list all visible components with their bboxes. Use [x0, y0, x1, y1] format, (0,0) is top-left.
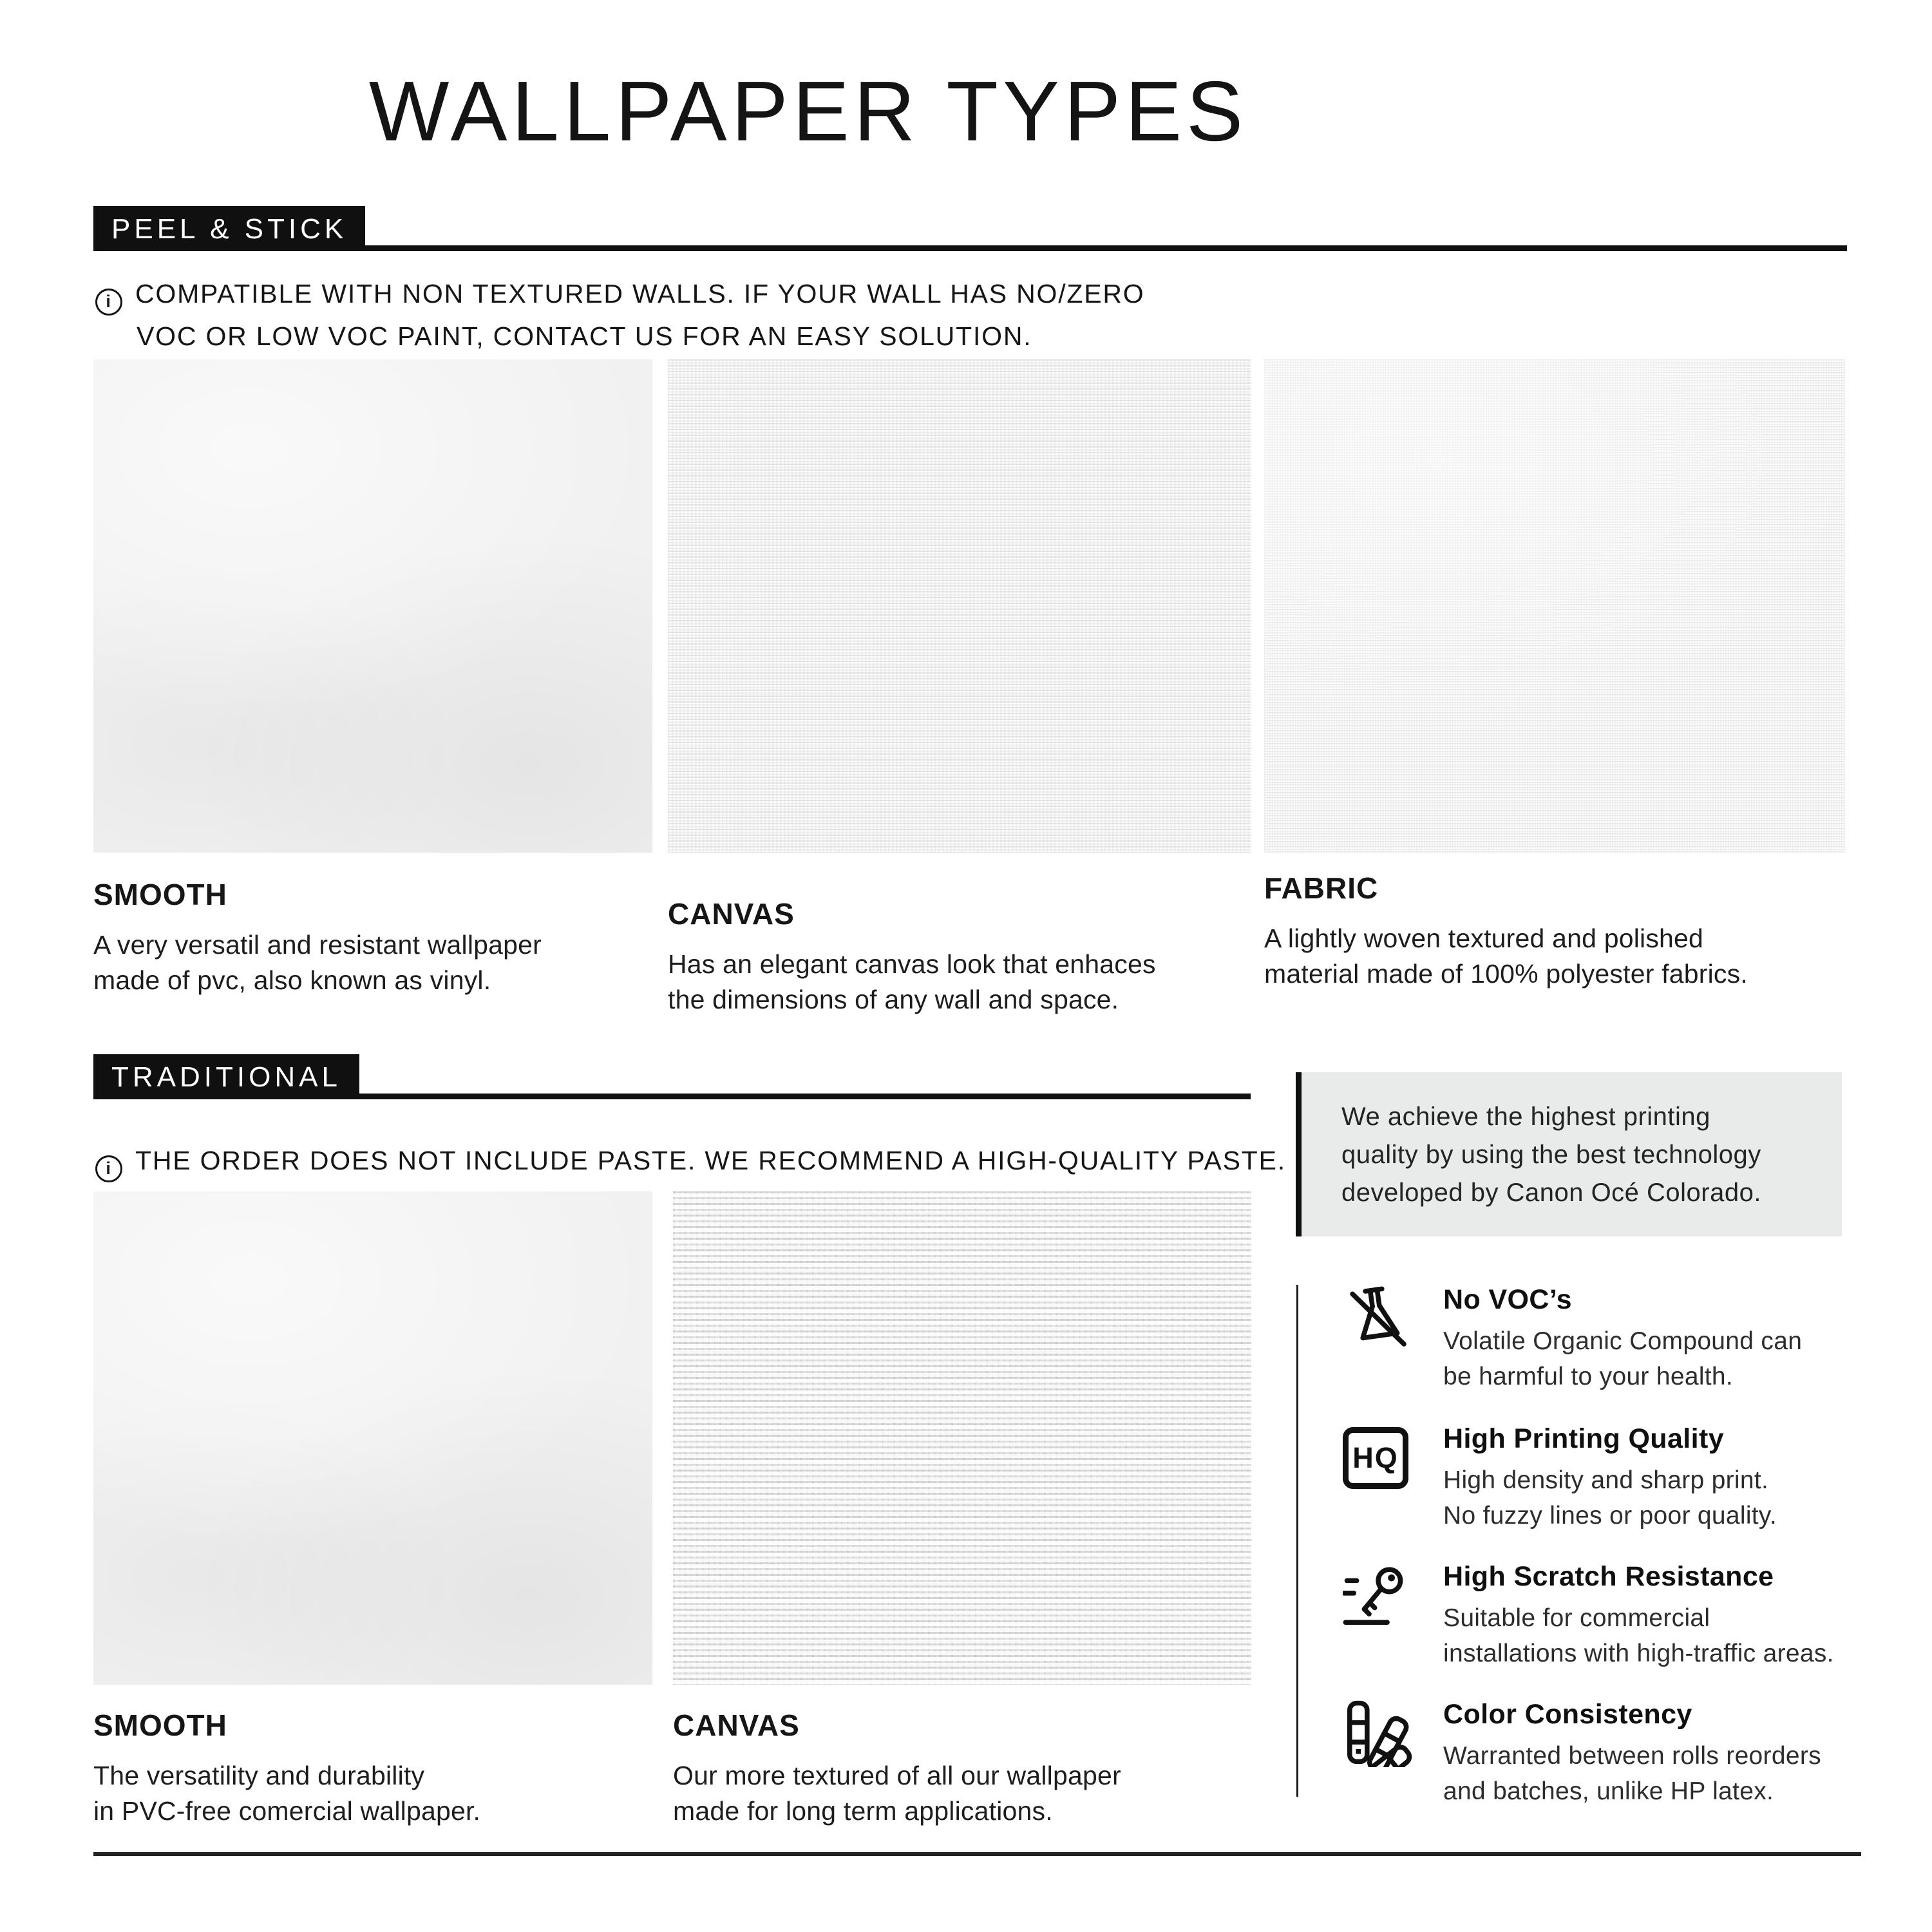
feature-text — [1443, 1560, 1834, 1671]
desc-line: No fuzzy lines or poor quality. — [1443, 1502, 1777, 1530]
feature-title: High Printing Quality — [1443, 1423, 1725, 1454]
feature-no-voc — [1343, 1283, 1871, 1394]
swatch-description — [673, 1758, 1251, 1829]
desc-line: the dimensions of any wall and space. — [668, 985, 1119, 1014]
feature-high-scratch-resistance — [1343, 1560, 1871, 1671]
desc-line: A lightly woven textured and polished — [1264, 923, 1704, 953]
feature-text — [1443, 1422, 1777, 1533]
hq-badge-label: HQ — [1343, 1427, 1408, 1489]
swatch-name: SMOOTH — [93, 1709, 227, 1742]
info-text: THE ORDER DOES NOT INCLUDE PASTE. WE RECOMMEND A HIGH-QUALITY PASTE. — [135, 1146, 1286, 1175]
callout-line: quality by using the best technology — [1341, 1141, 1761, 1169]
feature-title: Color Consistency — [1443, 1699, 1692, 1730]
desc-line: Volatile Organic Compound can — [1443, 1327, 1803, 1355]
desc-line: installations with high-traffic areas. — [1443, 1640, 1834, 1667]
feature-title: High Scratch Resistance — [1443, 1561, 1774, 1592]
swatch-description — [668, 947, 1251, 1018]
section-label-peel-stick: PEEL & STICK — [93, 206, 365, 251]
feature-description — [1443, 1463, 1777, 1533]
desc-line: be harmful to your health. — [1443, 1363, 1734, 1390]
feature-description — [1443, 1323, 1802, 1394]
traditional-info-note — [95, 1140, 1286, 1182]
feature-description — [1443, 1600, 1834, 1671]
desc-line: Warranted between rolls reorders — [1443, 1742, 1821, 1770]
info-line-2 — [95, 316, 1144, 357]
printing-quality-callout — [1296, 1072, 1842, 1236]
feature-text — [1443, 1698, 1821, 1809]
feature-color-consistency — [1343, 1698, 1871, 1809]
caption-smooth-peel-stick — [93, 877, 652, 998]
hq-badge-icon — [1343, 1422, 1412, 1489]
desc-line: and batches, unlike HP latex. — [1443, 1777, 1774, 1805]
desc-line: material made of 100% polyester fabrics. — [1264, 959, 1748, 989]
section-label-traditional: TRADITIONAL — [93, 1054, 359, 1099]
feature-high-printing-quality — [1343, 1422, 1871, 1533]
callout-line: We achieve the highest printing — [1341, 1103, 1710, 1131]
feature-text — [1443, 1283, 1802, 1394]
swatch-image-canvas-traditional — [673, 1191, 1251, 1685]
caption-canvas-traditional — [673, 1708, 1251, 1829]
section-header-peel-stick — [93, 206, 1847, 251]
desc-line: made of pvc, also known as vinyl. — [93, 965, 491, 995]
desc-line: Suitable for commercial — [1443, 1604, 1710, 1632]
swatch-image-fabric-peel-stick — [1264, 359, 1845, 853]
key-scratch-icon — [1343, 1560, 1412, 1633]
sidebar-divider-line — [1296, 1285, 1298, 1797]
caption-canvas-peel-stick — [668, 896, 1251, 1018]
desc-line: Has an elegant canvas look that enhaces — [668, 949, 1156, 979]
info-line-1 — [95, 273, 1144, 316]
caption-smooth-traditional — [93, 1708, 652, 1829]
info-icon: i — [95, 289, 122, 316]
info-text: COMPATIBLE WITH NON TEXTURED WALLS. IF YOUR WALL HAS NO/ZERO — [135, 279, 1145, 308]
desc-line: The versatility and durability — [93, 1761, 425, 1790]
swatch-description — [93, 1758, 652, 1829]
color-swatches-icon — [1343, 1698, 1412, 1770]
feature-title: No VOC’s — [1443, 1284, 1572, 1315]
peel-stick-info-note — [95, 273, 1144, 357]
no-voc-flask-icon — [1343, 1283, 1412, 1356]
desc-line: made for long term applications. — [673, 1796, 1053, 1826]
swatch-description — [1264, 921, 1845, 992]
caption-fabric-peel-stick — [1264, 871, 1845, 992]
swatch-image-smooth-peel-stick — [93, 359, 652, 853]
desc-line: in PVC-free comercial wallpaper. — [93, 1796, 481, 1826]
callout-line: developed by Canon Océ Colorado. — [1341, 1179, 1761, 1207]
feature-description — [1443, 1738, 1821, 1809]
info-line-1 — [95, 1140, 1286, 1182]
swatch-name: FABRIC — [1264, 871, 1379, 905]
desc-line: Our more textured of all our wallpaper — [673, 1761, 1121, 1790]
info-icon: i — [95, 1155, 122, 1182]
swatch-image-smooth-traditional — [93, 1191, 652, 1685]
section-header-traditional — [93, 1054, 1251, 1099]
swatch-name: CANVAS — [673, 1709, 800, 1742]
swatch-name: CANVAS — [668, 897, 795, 931]
swatch-description — [93, 927, 652, 998]
swatch-name: SMOOTH — [93, 878, 227, 911]
bottom-rule — [93, 1852, 1861, 1856]
desc-line: High density and sharp print. — [1443, 1466, 1769, 1494]
swatch-image-canvas-peel-stick — [668, 359, 1251, 853]
page-title: WALLPAPER TYPES — [368, 64, 1248, 158]
info-text: VOC OR LOW VOC PAINT, CONTACT US FOR AN EASY SOLUTION. — [137, 321, 1032, 351]
desc-line: A very versatil and resistant wallpaper — [93, 930, 542, 960]
